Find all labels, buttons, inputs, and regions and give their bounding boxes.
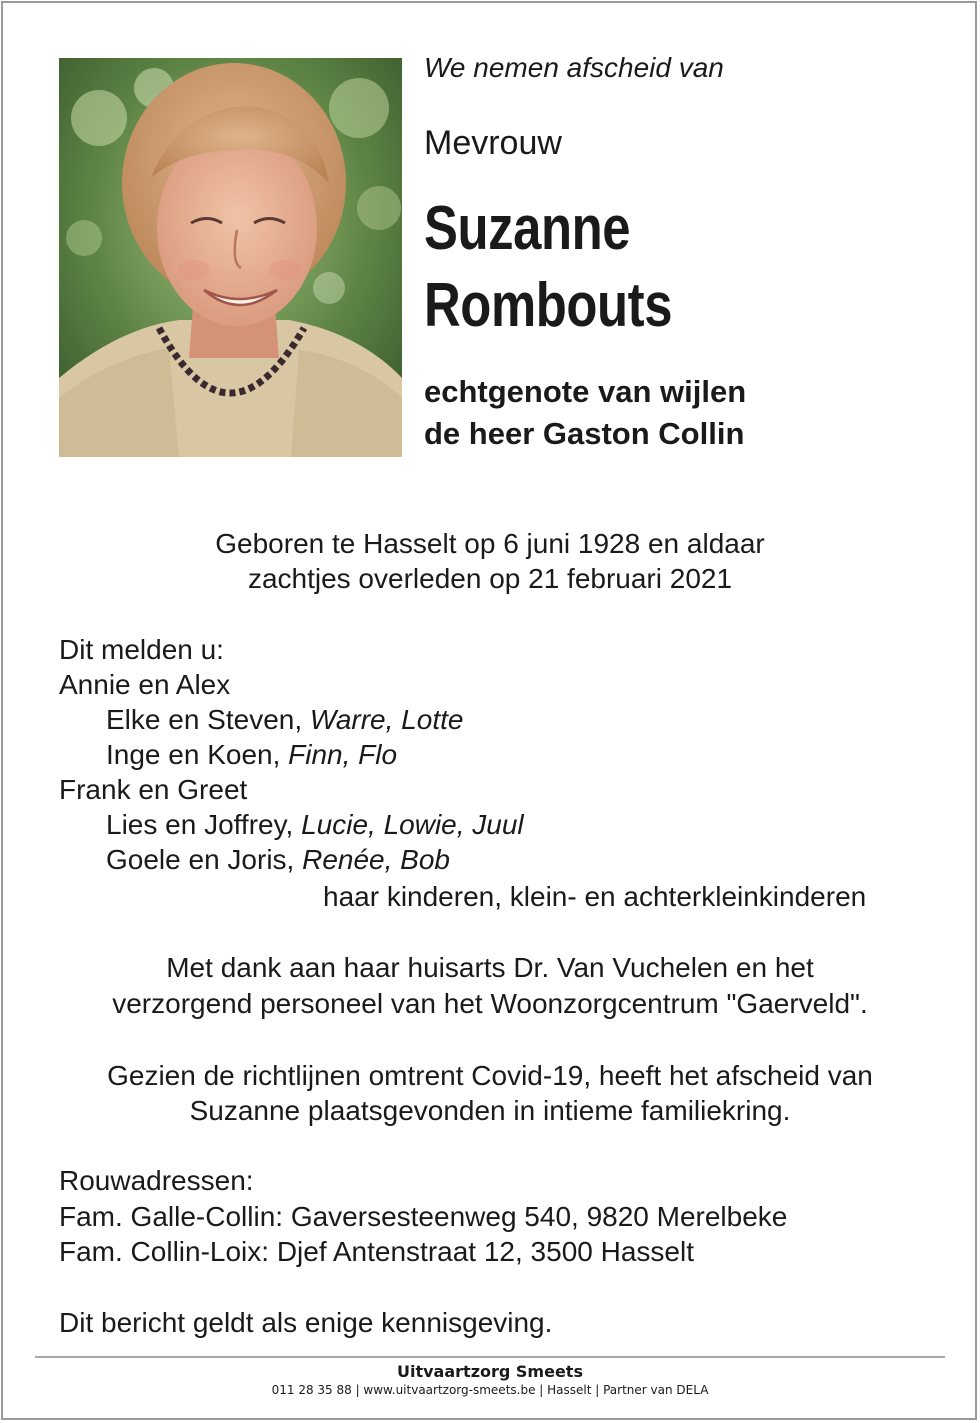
spouse-line-1: echtgenote van wijlen [424,374,747,409]
grandchild-couple: Lies en Joffrey, [106,809,302,840]
covid-line-2: Suzanne plaatsgevonden in intieme familiekring. [189,1095,791,1126]
deceased-first-name: Suzanne [424,194,631,263]
great-grandchildren: Lucie, Lowie, Juul [301,809,524,840]
honorific: Mevrouw [424,124,562,162]
grandchild-couple: Inge en Koen, [106,739,289,770]
address-galle-collin: Fam. Galle-Collin: Gaversesteenweg 540, 9820 Merelbeke [59,1201,788,1232]
family-relation: haar kinderen, klein- en achterkleinkinderen [323,881,867,912]
great-grandchildren: Renée, Bob [302,844,450,875]
thanks-line-1: Met dank aan haar huisarts Dr. Van Vuchelen en het [166,952,814,983]
birth-line-2: zachtjes overleden op 21 februari 2021 [247,563,733,594]
intro-text: We nemen afscheid van [424,52,724,83]
thanks-line-2: verzorgend personeel van het Woonzorgcentrum "Gaerveld". [112,988,868,1019]
grandchild-couple: Elke en Steven, [106,704,310,735]
grandchild-inge [106,737,397,772]
child-annie: Annie en Alex [59,669,231,700]
spouse-line-2: de heer Gaston Collin [424,416,745,451]
funeral-home-contact: 011 28 35 88 | www.uitvaartzorg-smeets.be | Hasselt | Partner van DELA [271,1383,709,1397]
funeral-home-name: Uitvaartzorg Smeets [397,1362,583,1381]
family-heading: Dit melden u: [59,634,224,665]
child-frank: Frank en Greet [59,774,248,805]
grandchild-lies [106,807,524,842]
portrait-photo [59,58,402,457]
grandchild-couple: Goele en Joris, [106,844,303,875]
footer-divider [35,1356,945,1358]
covid-line-1: Gezien de richtlijnen omtrent Covid-19, heeft het afscheid van [107,1060,873,1091]
grandchild-goele [106,842,450,877]
addresses-heading: Rouwadressen: [59,1165,254,1196]
birth-line-1: Geboren te Hasselt op 6 juni 1928 en aldaar [215,528,765,559]
deceased-last-name: Rombouts [424,271,673,340]
grandchild-elke [106,702,463,737]
great-grandchildren: Finn, Flo [288,739,398,770]
notice-text: Dit bericht geldt als enige kennisgeving. [59,1307,553,1338]
address-collin-loix: Fam. Collin-Loix: Djef Antenstraat 12, 3500 Hasselt [59,1236,694,1267]
great-grandchildren: Warre, Lotte [309,704,464,735]
